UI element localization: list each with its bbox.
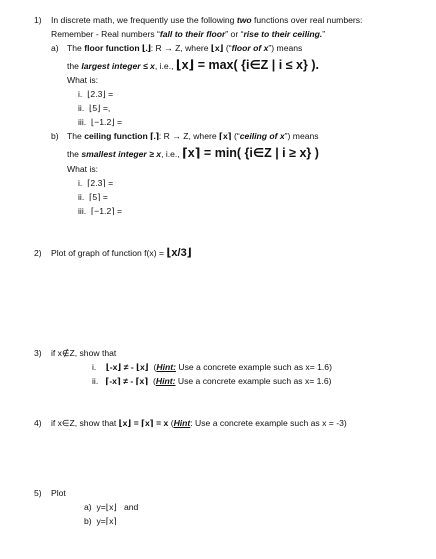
q5-item-a: a) y=⌊x⌋ and [84,502,139,512]
q4-text: if x∈Z, show that ⌊x⌋ = ⌈x⌉ = x (Hint: Use a concrete example such as x = -3) [51,418,347,428]
q1-intro: In discrete math, we frequently use the following two functions over real numbers: [51,15,363,25]
q3-item-ii: ii. ⌈-x⌉ ≠ - ⌈x⌉ (Hint: Use a concrete example such as x= 1.6) [92,376,332,386]
q2-text: Plot of graph of function f(x) = ⌊x/3⌋ [51,247,192,259]
q1-remember: Remember - Real numbers “fall to their floor” or “rise to their ceiling.” [51,29,326,39]
q1a-label: a) [51,43,59,53]
q1a-what-is: What is: [67,75,99,85]
q4-number: 4) [34,418,42,428]
q3-text: if x∉Z, show that [51,348,117,358]
q1b-label: b) [51,131,59,141]
q5-item-b: b) y=⌈x⌉ [84,516,117,526]
q1a-item-ii: ii. ⌊5⌋ =, [78,103,111,113]
q2-number: 2) [34,248,42,258]
q1a-formula-line: the largest integer ≤ x, i.e., ⌊x⌋ = max( {i∈Z | i ≤ x} ). [67,58,319,72]
q5-text: Plot [51,488,66,498]
q3-item-i: i. ⌊-x⌋ ≠ - ⌊x⌋ (Hint: Use a concrete example such as x= 1.6) [92,362,332,372]
q1a-item-iii: iii. ⌊−1.2⌋ = [78,117,122,127]
q1a-definition: The floor function ⌊.⌋: R → Z, where ⌊x⌋ (“floor of x”) means [67,43,303,53]
q1-number: 1) [34,15,42,25]
q1b-item-i: i. ⌈2.3⌉ = [78,178,114,188]
q1b-item-iii: iii. ⌈−1.2⌉ = [78,206,122,216]
q1b-what-is: What is: [67,164,99,174]
q1b-formula-line: the smallest integer ≥ x, i.e., ⌈x⌉ = min( {i∈Z | i ≥ x} ) [67,146,319,160]
q1b-definition: The ceiling function ⌈.⌉: R → Z, where ⌈x⌉ (“ceiling of x”) means [67,131,319,141]
q3-number: 3) [34,348,42,358]
q5-number: 5) [34,488,42,498]
q1a-item-i: i. ⌊2.3⌋ = [78,89,114,99]
q1b-item-ii: ii. ⌈5⌉ = [78,192,108,202]
